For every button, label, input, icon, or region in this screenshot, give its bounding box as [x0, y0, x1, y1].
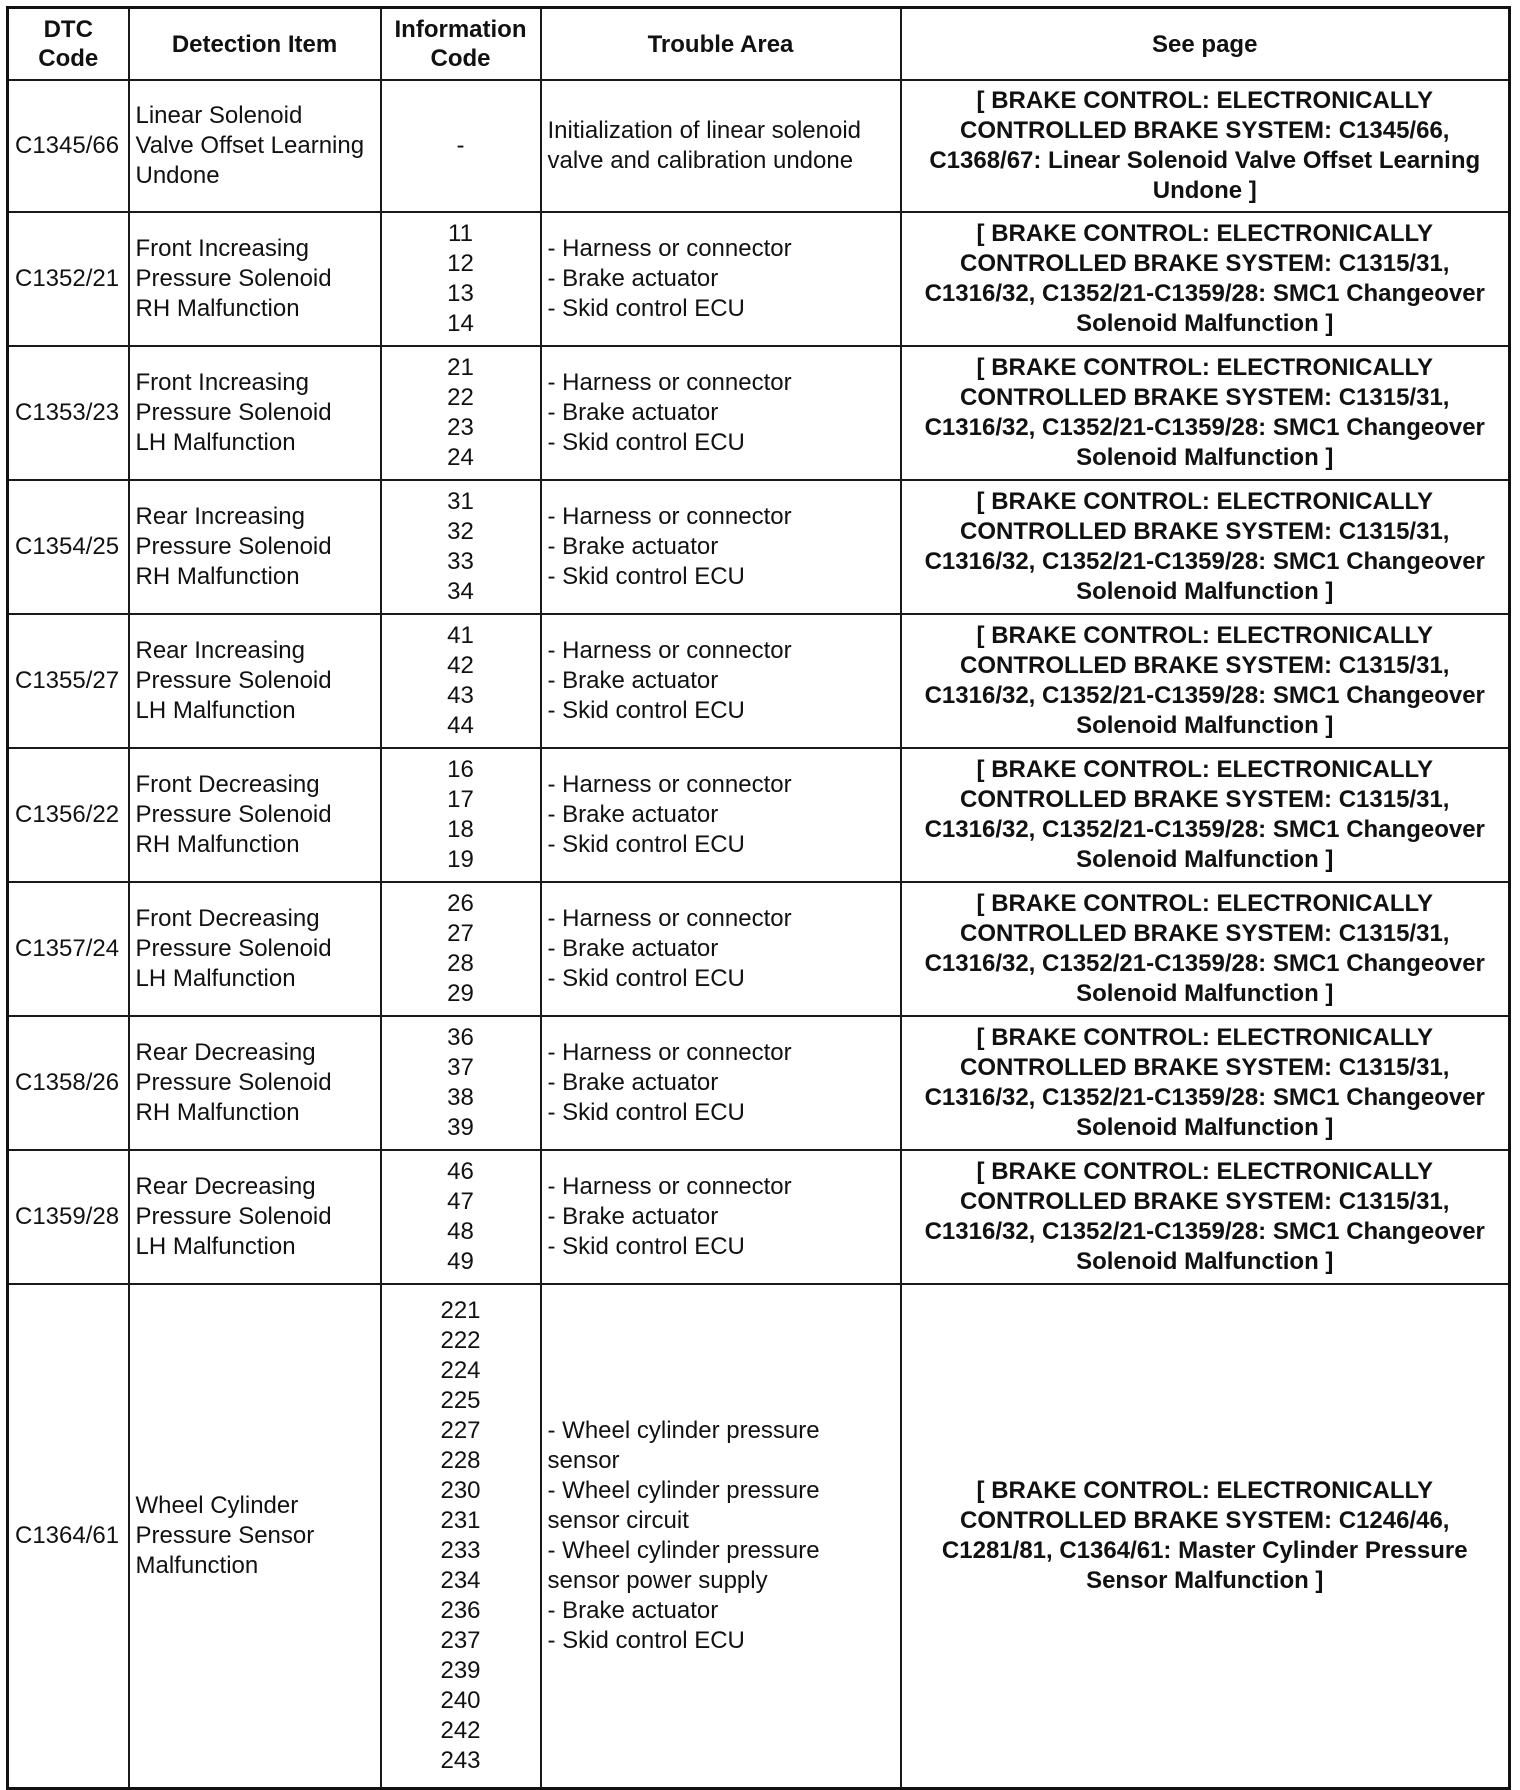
see-page-cell: [ BRAKE CONTROL: ELECTRONICALLY CONTROLLED BRAKE SYSTEM: C1315/31, C1316/32, C1352/21-C1359/28: SMC1 Changeover Solenoid Malfunction ]	[901, 1150, 1510, 1284]
information-code-cell: 11 12 13 14	[381, 212, 541, 346]
see-page-cell: [ BRAKE CONTROL: ELECTRONICALLY CONTROLLED BRAKE SYSTEM: C1315/31, C1316/32, C1352/21-C1359/28: SMC1 Changeover Solenoid Malfunction ]	[901, 614, 1510, 748]
table-row	[8, 480, 1510, 614]
dtc-code-cell: C1353/23	[8, 346, 129, 480]
information-code-cell: 36 37 38 39	[381, 1016, 541, 1150]
information-code-cell: 41 42 43 44	[381, 614, 541, 748]
detection-item-cell: Rear Decreasing Pressure Solenoid LH Malfunction	[129, 1150, 381, 1284]
information-code-cell: 26 27 28 29	[381, 882, 541, 1016]
trouble-area-cell: - Harness or connector - Brake actuator - Skid control ECU	[541, 748, 901, 882]
see-page-cell: [ BRAKE CONTROL: ELECTRONICALLY CONTROLLED BRAKE SYSTEM: C1246/46, C1281/81, C1364/61: Master Cylinder Pressure Sensor Malfunction ]	[901, 1284, 1510, 1789]
table-row	[8, 1150, 1510, 1284]
dtc-table-body	[8, 80, 1510, 1789]
table-row	[8, 748, 1510, 882]
table-row	[8, 614, 1510, 748]
trouble-area-cell: - Harness or connector - Brake actuator - Skid control ECU	[541, 882, 901, 1016]
header-trouble-area: Trouble Area	[541, 8, 901, 81]
see-page-cell: [ BRAKE CONTROL: ELECTRONICALLY CONTROLLED BRAKE SYSTEM: C1345/66, C1368/67: Linear Solenoid Valve Offset Learning Undone ]	[901, 80, 1510, 212]
information-code-cell: 31 32 33 34	[381, 480, 541, 614]
table-row	[8, 80, 1510, 212]
dtc-code-cell: C1357/24	[8, 882, 129, 1016]
dtc-code-cell: C1358/26	[8, 1016, 129, 1150]
trouble-area-cell: - Harness or connector - Brake actuator - Skid control ECU	[541, 1016, 901, 1150]
dtc-code-cell: C1345/66	[8, 80, 129, 212]
header-see-page: See page	[901, 8, 1510, 81]
trouble-area-cell: Initialization of linear solenoid valve and calibration undone	[541, 80, 901, 212]
trouble-area-cell: - Harness or connector - Brake actuator - Skid control ECU	[541, 480, 901, 614]
dtc-code-cell: C1354/25	[8, 480, 129, 614]
detection-item-cell: Front Decreasing Pressure Solenoid RH Malfunction	[129, 748, 381, 882]
dtc-table-container	[6, 6, 1511, 1790]
detection-item-cell: Linear Solenoid Valve Offset Learning Undone	[129, 80, 381, 212]
dtc-code-cell: C1355/27	[8, 614, 129, 748]
see-page-cell: [ BRAKE CONTROL: ELECTRONICALLY CONTROLLED BRAKE SYSTEM: C1315/31, C1316/32, C1352/21-C1359/28: SMC1 Changeover Solenoid Malfunction ]	[901, 212, 1510, 346]
dtc-table	[6, 6, 1511, 1790]
trouble-area-cell: - Wheel cylinder pressure sensor - Wheel cylinder pressure sensor circuit - Wheel cylinder pressure sensor power supply - Brake actuator - Skid control ECU	[541, 1284, 901, 1789]
see-page-cell: [ BRAKE CONTROL: ELECTRONICALLY CONTROLLED BRAKE SYSTEM: C1315/31, C1316/32, C1352/21-C1359/28: SMC1 Changeover Solenoid Malfunction ]	[901, 480, 1510, 614]
detection-item-cell: Rear Increasing Pressure Solenoid LH Malfunction	[129, 614, 381, 748]
information-code-cell: -	[381, 80, 541, 212]
table-row	[8, 346, 1510, 480]
dtc-code-cell: C1352/21	[8, 212, 129, 346]
detection-item-cell: Rear Decreasing Pressure Solenoid RH Malfunction	[129, 1016, 381, 1150]
trouble-area-cell: - Harness or connector - Brake actuator - Skid control ECU	[541, 614, 901, 748]
dtc-code-cell: C1359/28	[8, 1150, 129, 1284]
detection-item-cell: Wheel Cylinder Pressure Sensor Malfunction	[129, 1284, 381, 1789]
header-information-code: Information Code	[381, 8, 541, 81]
dtc-code-cell: C1356/22	[8, 748, 129, 882]
header-row	[8, 8, 1510, 81]
header-detection-item: Detection Item	[129, 8, 381, 81]
dtc-code-cell: C1364/61	[8, 1284, 129, 1789]
detection-item-cell: Front Decreasing Pressure Solenoid LH Malfunction	[129, 882, 381, 1016]
information-code-cell: 221 222 224 225 227 228 230 231 233 234 236 237 239 240 242 243	[381, 1284, 541, 1789]
table-row	[8, 1016, 1510, 1150]
table-row	[8, 882, 1510, 1016]
trouble-area-cell: - Harness or connector - Brake actuator - Skid control ECU	[541, 346, 901, 480]
information-code-cell: 16 17 18 19	[381, 748, 541, 882]
information-code-cell: 46 47 48 49	[381, 1150, 541, 1284]
detection-item-cell: Rear Increasing Pressure Solenoid RH Malfunction	[129, 480, 381, 614]
trouble-area-cell: - Harness or connector - Brake actuator - Skid control ECU	[541, 212, 901, 346]
detection-item-cell: Front Increasing Pressure Solenoid RH Malfunction	[129, 212, 381, 346]
header-dtc-code: DTC Code	[8, 8, 129, 81]
table-row	[8, 212, 1510, 346]
see-page-cell: [ BRAKE CONTROL: ELECTRONICALLY CONTROLLED BRAKE SYSTEM: C1315/31, C1316/32, C1352/21-C1359/28: SMC1 Changeover Solenoid Malfunction ]	[901, 1016, 1510, 1150]
see-page-cell: [ BRAKE CONTROL: ELECTRONICALLY CONTROLLED BRAKE SYSTEM: C1315/31, C1316/32, C1352/21-C1359/28: SMC1 Changeover Solenoid Malfunction ]	[901, 882, 1510, 1016]
see-page-cell: [ BRAKE CONTROL: ELECTRONICALLY CONTROLLED BRAKE SYSTEM: C1315/31, C1316/32, C1352/21-C1359/28: SMC1 Changeover Solenoid Malfunction ]	[901, 346, 1510, 480]
table-row	[8, 1284, 1510, 1789]
see-page-cell: [ BRAKE CONTROL: ELECTRONICALLY CONTROLLED BRAKE SYSTEM: C1315/31, C1316/32, C1352/21-C1359/28: SMC1 Changeover Solenoid Malfunction ]	[901, 748, 1510, 882]
trouble-area-cell: - Harness or connector - Brake actuator - Skid control ECU	[541, 1150, 901, 1284]
information-code-cell: 21 22 23 24	[381, 346, 541, 480]
detection-item-cell: Front Increasing Pressure Solenoid LH Malfunction	[129, 346, 381, 480]
